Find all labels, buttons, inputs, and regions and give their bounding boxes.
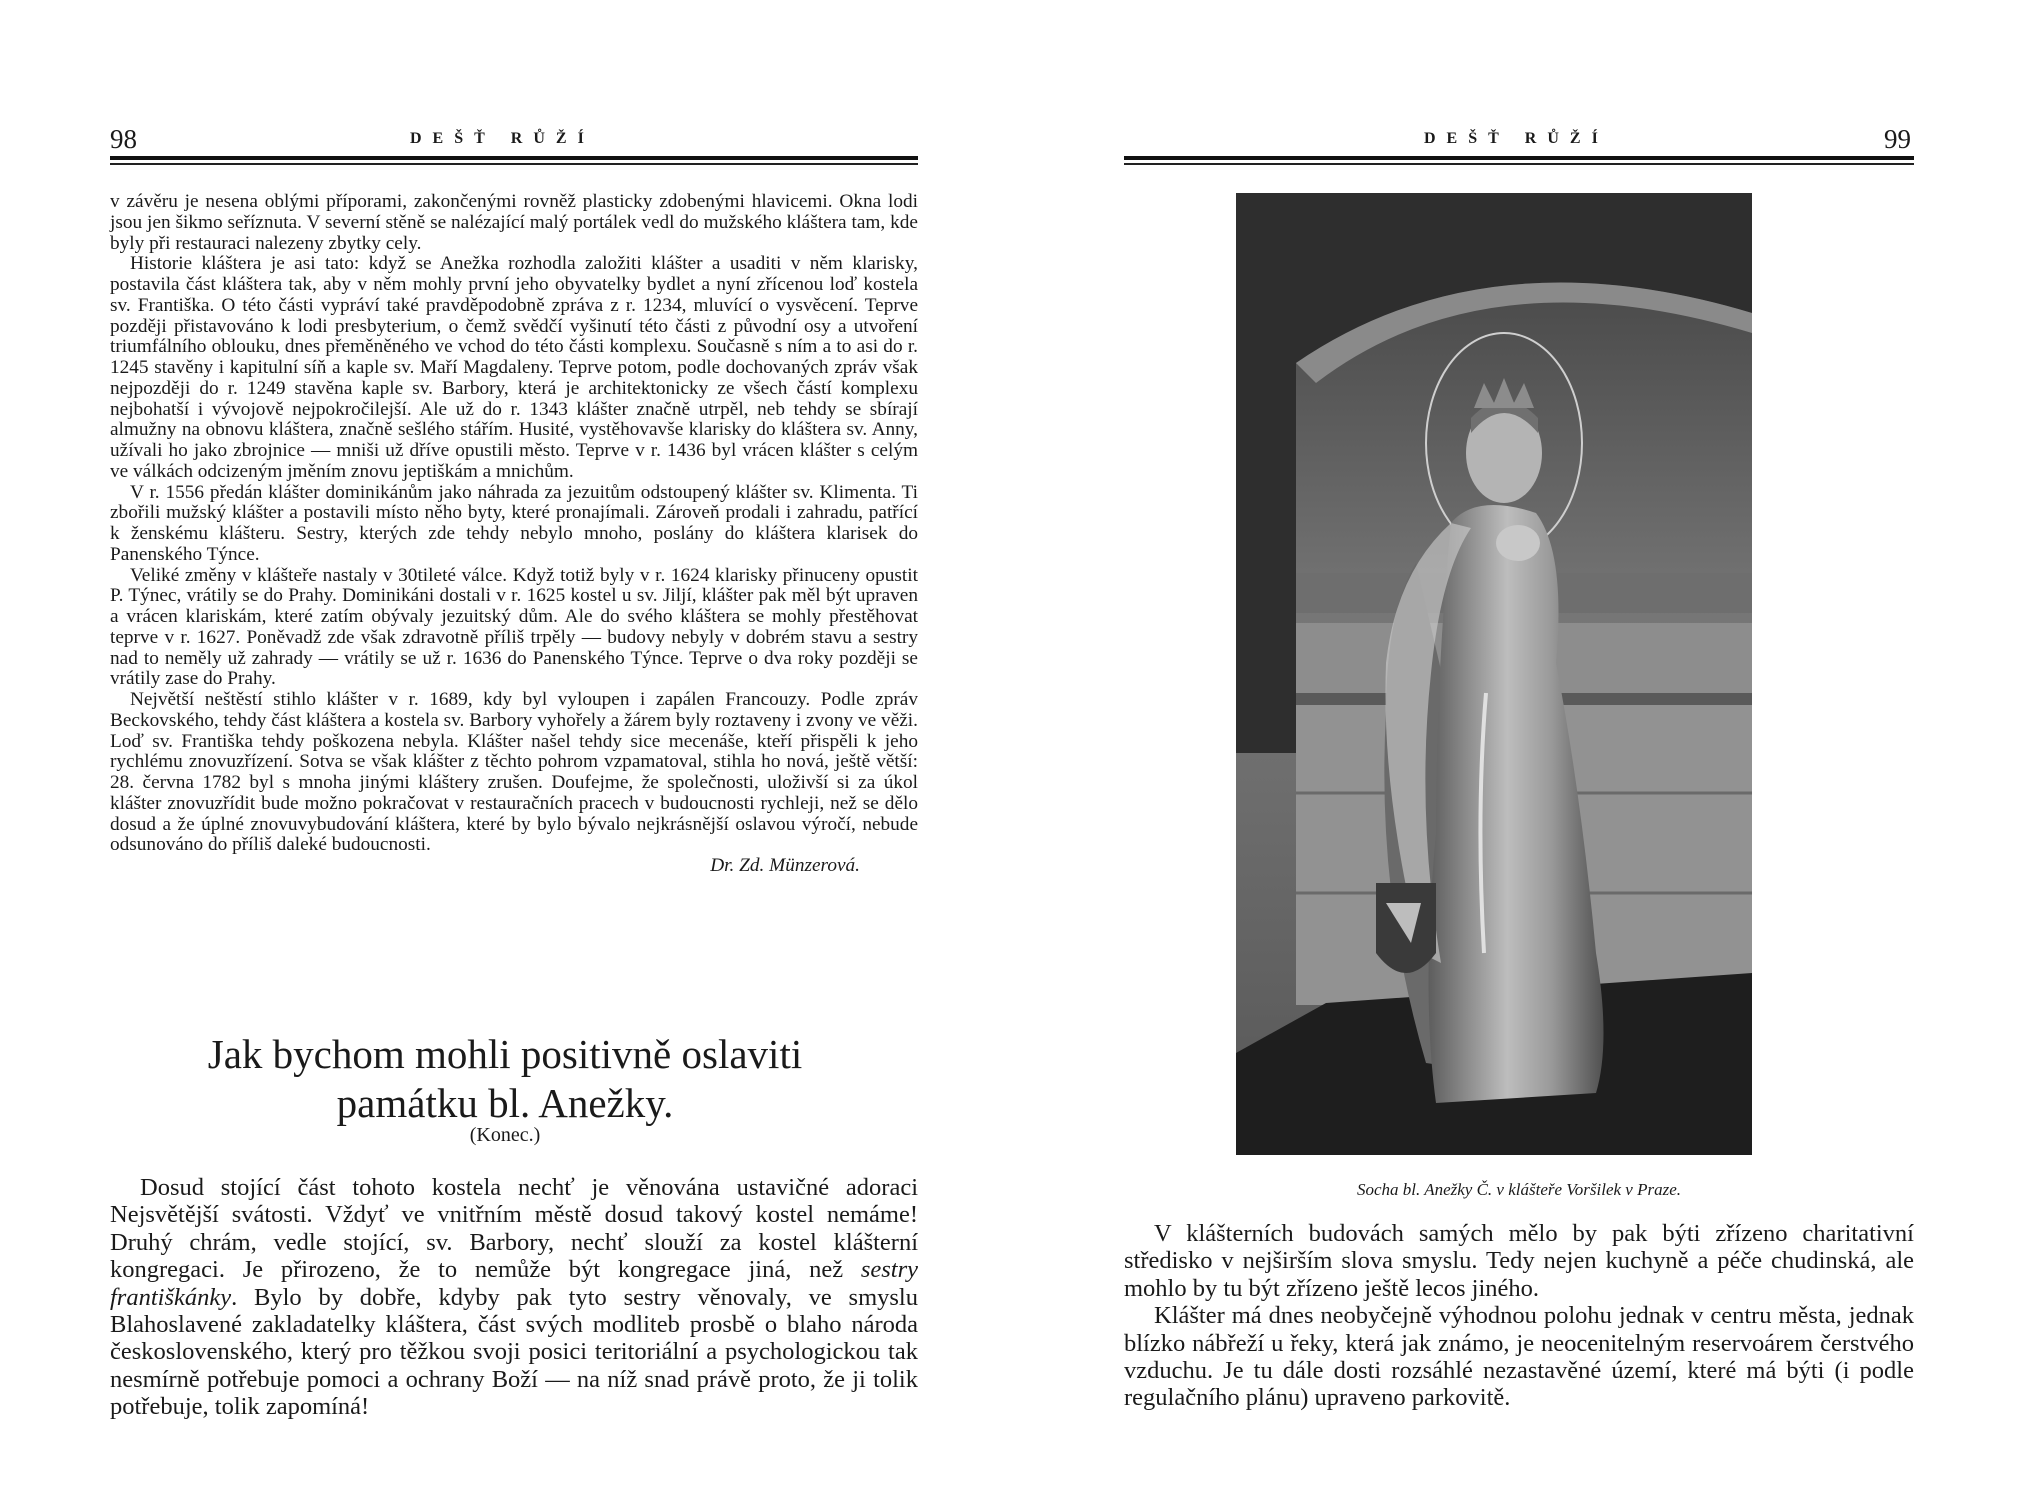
article-paragraph: Historie kláštera je asi tato: když se Anežka rozhodla založiti klášter a usaditi v něm klarisky, postavila část kláštera tak, aby v něm mohly první jeho obyvatelky bydlet a nyní zřícenou loď kostela sv. Františka. O této části vypráví také pravděpodobně zpráva z r. 1234, mluvící o vysvěcení. Teprve později přistavováno k lodi presbyterium, o čemž svědčí vyšinutí této části z původní osy a utvoření triumfálního oblouku, dnes přeměněného ve vchod do této části komplexu. Současně s ním a to asi do r. 1245 stavěny i kapitulní síň a kaple sv. Maří Magdaleny. Teprve potom, podle dochovaných zpráv však nejpozději do r. 1249 stavěna kaple sv. Barbory, která je architektonicky ze všech částí komplexu nejbohatší i vývojově nejpokročilejší. Ale už do r. 1343 klášter značně utrpěl, neb tehdy se sbírají almužny na obnovu kláštera, značně sešlého stářím. Husité, vystěhovavše klarisky do kláštera sv. Anny, užívali ho jako zbrojnice — mniši už dříve opustili město. Teprve v r. 1436 byl vrácen klášter s celým ve válkách odcizeným jměním znovu jeptiškám a mnichům. bbox=[110, 253, 918, 482]
statue-image bbox=[1236, 193, 1752, 1155]
right-paragraph: V klášterních budovách samých mělo by pak býti zřízeno charitativní středisko v nejširším slova smyslu. Tedy nejen kuchyně a péče chudinská, ale mohlo by tu být zřízeno ještě lecos jiného. bbox=[1124, 1220, 1914, 1302]
right-paragraph: Klášter má dnes neobyčejně výhodnou polohu jednak v centru města, jednak blízko nábřeží u řeky, která jak známo, je neocenitelným reservoárem čerstvého vzduchu. Je tu dále dosti rozsáhlé nezastavěné území, které má býti (i podle regulačního plánu) upraveno parkovitě. bbox=[1124, 1302, 1914, 1412]
headline-line: Jak bychom mohli positivně oslaviti bbox=[207, 1031, 803, 1077]
page-number: 98 bbox=[110, 124, 137, 154]
article-body bbox=[110, 192, 918, 877]
running-head: DEŠŤ RŮŽÍ bbox=[1424, 130, 1609, 147]
header-rule-thin bbox=[110, 163, 918, 165]
header-rule bbox=[110, 156, 918, 160]
page-number: 99 bbox=[1884, 124, 1911, 154]
article-paragraph: Největší neštěstí stihlo klášter v r. 1689, kdy byl vyloupen i zapálen Francouzy. Podle zpráv Beckovského, tehdy část kláštera a kostela sv. Barbory vyhořely a žárem byly roztaveny i zvony ve věži. Loď sv. Františka tehdy poškozena nebyla. Klášter našel tehdy sice mecenáše, kteří přispěli k jeho rychlému znovuzřízení. Sotva se však klášter z těchto pohrom vzpamatoval, stihla ho nová, ještě větší: 28. června 1782 byl s mnoha jinými kláštery zrušen. Doufejme, že společnosti, uloživší si za úkol klášter znovuzřídit bude možno pokračovat v restauračních pracech v budoucnosti rychleji, než se dělo dosud a že úplné znovuvybudování kláštera, které by bylo bývalo nejkrásnější oslavou výročí, nebude odsunováno do příliš daleké budoucnosti. bbox=[110, 689, 918, 856]
second-article-body bbox=[110, 1174, 918, 1421]
right-body bbox=[1124, 1220, 1914, 1412]
text-run: . Bylo by dobře, kdyby pak tyto sestry věnovaly, ve smyslu Blahoslavené zakladatelky kláštera, část svých modliteb prosbě o blaho národa československého, který pro těžkou svoji posici teritoriální a psychologickou tak nesmírně potřebuje pomoci a ochrany Boží — na níž snad právě proto, že ji tolik potřebuje, tolik zapomíná! bbox=[110, 1283, 918, 1421]
italic-run: sestry františkánky bbox=[110, 1256, 918, 1311]
header-rule bbox=[1124, 156, 1914, 160]
photo-caption: Socha bl. Anežky Č. v klášteře Voršilek v Praze. bbox=[1356, 1180, 1682, 1199]
author-signature: Dr. Zd. Münzerová. bbox=[710, 855, 860, 876]
second-article-paragraph bbox=[110, 1174, 918, 1421]
right-page bbox=[1014, 0, 2028, 1500]
subheadline: (Konec.) bbox=[469, 1124, 541, 1146]
header-rule-thin bbox=[1124, 163, 1914, 165]
headline bbox=[110, 1030, 900, 1128]
article-paragraph: Veliké změny v klášteře nastaly v 30tileté válce. Když totiž byly v r. 1624 klarisky přinuceny opustit P. Týnec, vrátily se do Prahy. Dominikáni dostali v r. 1625 kostel u sv. Jiljí, klášter pak měl být upraven a vrácen klariskám, které zatím obývaly jezuitský dům. Ale do svého kláštera se mohly přestěhovat teprve v r. 1627. Poněvadž zde však zdravotně příliš trpěly — budovy nebyly v dobrém stavu a sestry nad to neměly už zahrady — vrátily se už r. 1636 do Panenského Týnce. Teprve o dva roky později se vrátily zase do Prahy. bbox=[110, 564, 918, 690]
article-paragraph: V r. 1556 předán klášter dominikánům jako náhrada za jezuitům odstoupený klášter sv. Klimenta. Ti zbořili mužský klášter a postavili místo něho byty, které pronajímali. Zároveň prodali i zahradu, patřící k ženskému klášteru. Sestry, kterých zde tehdy nebylo mnoho, poslány do kláštera klarisek do Panenského Týnce. bbox=[110, 481, 918, 565]
headline-line: památku bl. Anežky. bbox=[336, 1080, 674, 1126]
text-run: Dosud stojící část tohoto kostela nechť je věnována ustavičné adoraci Nejsvětější svátosti. Vždyť ve vnitřním městě dosud takový kostel nemáme! Druhý chrám, vedle stojící, sv. Barbory, nechť slouží za kostel klášterní kongregaci. Je přirozeno, že to nemůže být kongregace jiná, než bbox=[110, 1174, 918, 1284]
article-paragraph: v závěru je nesena oblými příporami, zakončenými rovněž plasticky zdobenými hlavicemi. Okna lodi jsou jen šikmo seříznuta. V severní stěně se nalézající malý portálek vedl do mužského kláštera tam, kde byly při restauraci nalezeny zbytky cely. bbox=[110, 191, 918, 254]
statue-photo bbox=[1236, 193, 1752, 1155]
running-head: DEŠŤ RŮŽÍ bbox=[410, 130, 595, 147]
